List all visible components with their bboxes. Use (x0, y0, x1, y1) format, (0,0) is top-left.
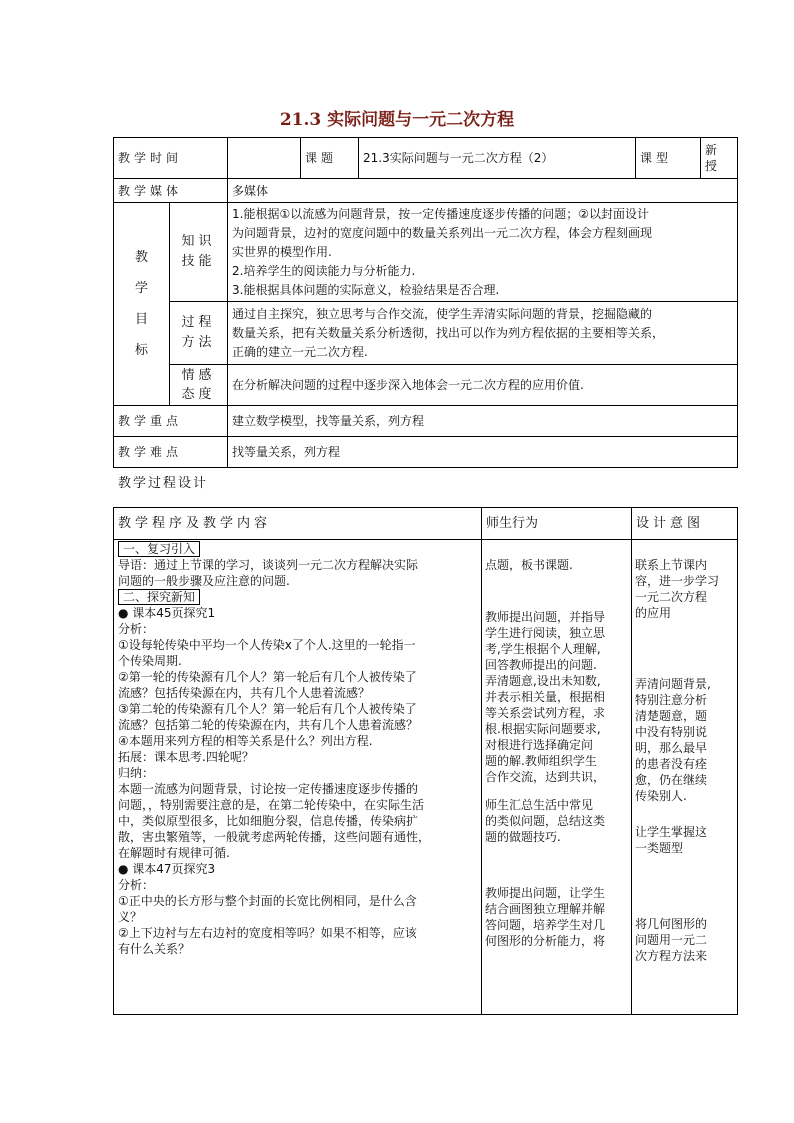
action-line: 结合画图独立理解并解 (485, 902, 606, 916)
content-line: 分析： (118, 878, 155, 892)
key-point-value: 建立数学模型，找等量关系，列方程 (228, 406, 738, 437)
intent-line: 的患者没有痊 (635, 757, 708, 771)
knowledge-line: 3.能根据具体问题的实际意义，检验结果是否合理. (232, 282, 500, 297)
content-line: 中，类似原型很多，比如细胞分裂，信息传播，传染病扩 (118, 814, 419, 828)
content-line: ①正中央的长方形与整个封面的长宽比例相同，是什么含 (118, 894, 417, 908)
action-block-2 (485, 609, 628, 785)
document-title: 21.3 实际问题与一元二次方程 (279, 110, 515, 130)
action-line: 点题，板书课题. (485, 558, 573, 572)
content-line: ②上下边衬与左右边衬的宽度相等吗？如果不相等，应该 (118, 926, 417, 940)
process-method-label (170, 302, 228, 365)
action-block-4 (485, 885, 628, 949)
knowledge-line: 1.能根据①以流感为问题背景，按一定传播速度逐步传播的问题；②以封面设计 (232, 206, 649, 221)
intent-line: 容，进一步学习 (635, 574, 720, 588)
goals-char-4: 标 (134, 342, 148, 358)
teaching-goals-label (114, 203, 170, 406)
knowledge-label-line1: 知识 (181, 234, 216, 249)
topic-value: 21.3实际问题与一元二次方程（2） (359, 138, 636, 179)
intent-line: 弄清问题背景, (635, 677, 711, 691)
knowledge-skills-content (228, 203, 738, 302)
action-line: 弄清题意,设出未知数, (485, 674, 601, 688)
process-method-content (228, 302, 738, 365)
lesson-info-table (113, 137, 738, 468)
action-line: 教师提出问题，让学生 (485, 886, 606, 900)
content-line: 流感？包括第二轮的传染源在内，共有几个人患着流感？ (118, 718, 419, 732)
intent-line: 一元二次方程 (635, 590, 708, 604)
goals-char-3: 目 (134, 311, 148, 327)
content-line: ● 课本45页探究1 (118, 606, 216, 620)
content-line: 拓展：课本思考.四轮呢？ (118, 750, 254, 764)
intent-line: 清楚题意，题 (635, 709, 708, 723)
intent-line: 特别注意分析 (635, 693, 708, 707)
intent-line: 愈，仍在继续 (635, 773, 708, 787)
intent-line: 明，那么最早 (635, 741, 708, 755)
action-line: 何图形的分析能力，将 (485, 934, 606, 948)
intent-line: 中没有特别说 (635, 725, 708, 739)
header-intent: 设计意图 (632, 508, 738, 540)
emotion-label-line2: 态度 (181, 387, 216, 402)
action-line: 根.根据实际问题要求, (485, 722, 601, 736)
intent-line: 传染别人. (635, 789, 687, 803)
lesson-type-line2: 授 (705, 159, 718, 173)
difficulty-label: 教学难点 (114, 437, 228, 468)
action-line: 师生汇总生活中常见 (485, 798, 594, 812)
process-line: 数量关系，把有关数量关系分析透彻，找出可以作为列方程依据的主要相等关系， (232, 325, 665, 340)
action-line: 的类似问题，总结这类 (485, 814, 606, 828)
intro-line: 导语：通过上节课的学习，谈谈列一元二次方程解决实际 (118, 558, 419, 572)
content-line: 个传染周期. (118, 654, 182, 668)
emotion-attitude-label (170, 365, 228, 406)
intent-line: 次方程方法来 (635, 949, 708, 963)
topic-label: 课题 (301, 138, 359, 179)
action-line: 题的解.教师组织学生 (485, 754, 597, 768)
action-line: 并表示相关量，根据相 (485, 690, 606, 704)
content-line: 归纳： (118, 766, 155, 780)
intent-line: 的应用 (635, 606, 672, 620)
process-line: 正确的建立一元二次方程. (232, 344, 368, 359)
section-review-intro: 一、复习引入 (118, 541, 200, 557)
content-line: 问题，，特别需要注意的是，在第二轮传染中，在实际生活 (118, 798, 425, 812)
content-line: ①设每轮传染中平均一个人传染x了个人.这里的一轮指一 (118, 638, 416, 652)
content-line: ④本题用来列方程的相等关系是什么？列出方程. (118, 734, 373, 748)
content-line: ● 课本47页探究3 (118, 862, 216, 876)
emotion-label-line1: 情感 (181, 368, 216, 383)
action-line: 合作交流，达到共识， (485, 770, 606, 784)
content-line: ②第一轮的传染源有几个人？第一轮后有几个人被传染了 (118, 670, 417, 684)
media-label: 教学媒体 (114, 179, 228, 203)
header-procedure: 教学程序及教学内容 (114, 508, 482, 540)
content-line: 流感？包括传染源在内，共有几个人患着流感？ (118, 686, 371, 700)
intro-line: 问题的一般步骤及应注意的问题. (118, 574, 290, 588)
content-line: 义？ (118, 910, 143, 924)
action-line: 学生进行阅读，独立思 (485, 626, 606, 640)
knowledge-label-line2: 技能 (181, 254, 216, 269)
action-block-3 (485, 797, 628, 845)
action-line: 答问题，培养学生对几 (485, 918, 606, 932)
intent-block-3 (635, 824, 734, 856)
procedure-content (114, 540, 482, 1015)
knowledge-line: 为问题背景，边衬的宽度问题中的数量关系列出一元二次方程，体会方程刻画现 (232, 225, 653, 240)
action-line: 考,学生根据个人理解, (485, 642, 601, 656)
process-design-label: 教学过程设计 (118, 476, 209, 491)
teaching-process-table (113, 507, 738, 1015)
goals-char-2: 学 (134, 280, 148, 296)
action-line: 题的做题技巧. (485, 830, 561, 844)
action-line: 教师提出问题，并指导 (485, 610, 606, 624)
lesson-type-line1: 新 (705, 143, 718, 157)
knowledge-line: 2.培养学生的阅读能力与分析能力. (232, 263, 416, 278)
action-line: 回答教师提出的问题. (485, 658, 597, 672)
process-line: 通过自主探究，独立思考与合作交流，使学生弄清实际问题的背景，挖掘隐藏的 (232, 306, 653, 321)
emotion-attitude-content: 在分析解决问题的过程中逐步深入地体会一元二次方程的应用价值. (228, 365, 738, 406)
intent-line: 问题用一元二 (635, 933, 708, 947)
content-line: 散，害虫繁殖等，一般就考虑两轮传播，这些问题有通性， (118, 830, 431, 844)
teaching-time-value (228, 138, 301, 179)
content-line: 在解题时有规律可循. (118, 846, 230, 860)
intent-line: 一类题型 (635, 841, 684, 855)
action-line: 等关系尝试列方程，求 (485, 706, 606, 720)
intent-line: 联系上节课内 (635, 558, 708, 572)
intent-block-1 (635, 557, 734, 621)
intent-block-4 (635, 916, 734, 964)
action-line: 对根进行选择确定问 (485, 738, 594, 752)
content-line: ③第二轮的传染源有几个人？第一轮后有几个人被传染了 (118, 702, 417, 716)
goals-char-1: 教 (134, 249, 148, 265)
intent-line: 将几何图形的 (635, 917, 708, 931)
process-label-line2: 方法 (181, 335, 216, 350)
process-label-line1: 过程 (181, 315, 216, 330)
section-explore-new: 二、探究新知 (118, 589, 200, 605)
teaching-time-label: 教学时间 (114, 138, 228, 179)
intent-line: 让学生掌握这 (635, 825, 708, 839)
lesson-type-value (701, 138, 738, 179)
design-intent (632, 540, 738, 1015)
teacher-student-actions (482, 540, 632, 1015)
media-value: 多媒体 (228, 179, 738, 203)
content-line: 有什么关系？ (118, 942, 191, 956)
knowledge-line: 实世界的模型作用. (232, 244, 332, 259)
knowledge-skills-label (170, 203, 228, 302)
key-point-label: 教学重点 (114, 406, 228, 437)
header-actions: 师生行为 (482, 508, 632, 540)
content-line: 本题一流感为问题背景，讨论按一定传播速度逐步传播的 (118, 782, 419, 796)
lesson-type-label: 课型 (636, 138, 701, 179)
difficulty-value: 找等量关系，列方程 (228, 437, 738, 468)
content-line: 分析： (118, 622, 155, 636)
intent-block-2 (635, 676, 734, 804)
